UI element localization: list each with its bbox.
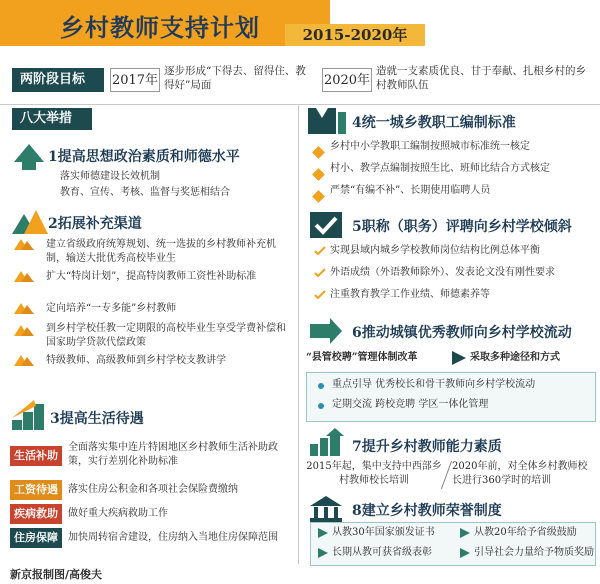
section2-title: 2拓展补充渠道: [48, 216, 142, 232]
flow-box-a: [306, 348, 456, 368]
section5-line1: 实现县域内城乡学校教师岗位结构比例总体平衡: [330, 245, 540, 256]
section4-line3: 严禁“有编不补”、长期使用临聘人员: [330, 185, 491, 196]
credit: 新京报制图/高俊夫: [10, 568, 103, 581]
section2-item4: 到乡村学校任教一定期限的高校毕业生享受学费补偿和国家助学贷款代偿政策: [46, 323, 286, 348]
tag-living-subsidy: 生活补助: [10, 446, 62, 466]
section3-row3: 做好重大疾病救助工作: [68, 508, 168, 519]
arrow-right-icon: [452, 351, 466, 365]
section2-item2: 扩大“特岗计划”，提高特岗教师工资性补助标准: [46, 271, 257, 282]
section5-line2: 外语成绩（外语教师除外）、发表论文没有刚性要求: [330, 267, 555, 278]
section4-line1: 乡村中小学教职工编制按照城市标准统一核定: [330, 141, 530, 152]
stage2-year: 2020年: [322, 68, 372, 92]
tag-housing: 住房保障: [10, 528, 62, 548]
triangle-icon: [318, 528, 328, 538]
section8-title: 8建立乡村教师荣誉制度: [352, 503, 502, 519]
section8-item2: 从教20年给予省级鼓励: [474, 527, 577, 538]
section5-title: 5职称（职务）评聘向乡村学校倾斜: [352, 219, 572, 235]
mountain-icon: [14, 268, 34, 282]
section3-row4: 加快周转宿舍建设，住房纳入当地住房保障范围: [68, 532, 278, 543]
section4-line2: 村小、教学点编制按照生比、班师比结合方式核定: [330, 163, 550, 174]
tag-salary: 工资待遇: [10, 480, 62, 500]
stages-label: 两阶段目标: [12, 68, 104, 92]
section4-title: 4统一城乡教职工编制标准: [352, 115, 516, 131]
section1-line2: 教育、宣传、考核、监督与奖惩相结合: [60, 187, 230, 198]
stage1-text: 逐步形成“下得去、留得住、教得好”局面: [164, 65, 306, 91]
section6-line1: 重点引导 优秀校长和骨干教师向乡村学校流动: [332, 379, 536, 390]
years-badge: 2015-2020年: [285, 24, 425, 46]
bullet-icon: [314, 142, 329, 161]
section1-line1: 落实师德建设长效机制: [60, 171, 160, 182]
section3-title: 3提高生活待遇: [50, 411, 144, 427]
check-mark-icon: [314, 268, 326, 278]
slash-divider: [441, 461, 452, 490]
mountain-icon: [14, 322, 34, 336]
section8-item1: 从教30年国家颁发证书: [332, 527, 435, 538]
dot-icon: [318, 383, 324, 389]
step-up-icon: [12, 400, 46, 430]
section2-item5: 特级教师、高级教师到乡村学校支教讲学: [46, 355, 226, 366]
section5-line3: 注重教育教学工作业绩、师德素养等: [330, 289, 490, 300]
triangle-icon: [318, 548, 328, 558]
dot-icon: [318, 403, 324, 409]
mountain-icon: [14, 236, 34, 250]
section8-item4: 引导社会力量给予物质奖励: [474, 547, 594, 558]
section3-row2: 落实住房公积金和各项社会保险费缴纳: [68, 484, 238, 495]
section2-item1: 建立省级政府统筹规划、统一选拔的乡村教师补充机制，输送大批优秀高校毕业生: [46, 239, 276, 264]
divider-vertical: [298, 104, 299, 564]
raise-icon: [14, 144, 44, 170]
stage2-text: 造就一支素质优良、甘于奉献、扎根乡村的乡村教师队伍: [376, 65, 586, 91]
triangle-icon: [460, 528, 470, 538]
check-mark-icon: [314, 290, 326, 300]
growth-icon: [310, 428, 344, 456]
award-icon: [310, 496, 342, 522]
check-mark-icon: [314, 246, 326, 256]
mountain-icon: [14, 300, 34, 314]
section6-title: 6推动城镇优秀教师向乡村学校流动: [352, 325, 572, 341]
bullet-icon: [314, 186, 329, 205]
flow-text-a: “县管校聘”管理体制改革: [306, 352, 418, 363]
section8-item3: 长期从教可获省级表彰: [332, 547, 432, 558]
flow-icon: [310, 318, 342, 344]
section2-item3: 定向培养“一专多能”乡村教师: [46, 303, 177, 314]
page-title: 乡村教师支持计划: [60, 13, 260, 42]
section7-left: 2015年起，集中支持中西部乡村教师校长培训: [306, 461, 442, 486]
flow-box-b: [470, 348, 594, 368]
triangle-icon: [460, 548, 470, 558]
section7-title: 7提升乡村教师能力素质: [352, 439, 502, 455]
tag-medical: 疾病救助: [10, 504, 62, 524]
bookmark-icon: [308, 108, 348, 134]
flow-text-b: 采取多种途径和方式: [470, 352, 560, 363]
section7-right: 2020年前，对全体乡村教师校长进行360学时的培训: [452, 461, 588, 486]
measures-label: 八大举措: [12, 108, 92, 130]
bullet-icon: [314, 164, 329, 183]
section3-row1: 全面落实集中连片特困地区乡村教师生活补助政策，实行差别化补助标准: [68, 442, 278, 467]
divider-horizontal: [0, 104, 600, 105]
section1-title: 1提高思想政治素质和师德水平: [48, 149, 240, 165]
check-icon: [310, 212, 342, 238]
expand-icon: [12, 210, 48, 234]
section6-line2: 定期交流 跨校竞聘 学区一体化管理: [332, 399, 489, 410]
mountain-icon: [14, 352, 34, 366]
stage1-year: 2017年: [110, 68, 160, 92]
